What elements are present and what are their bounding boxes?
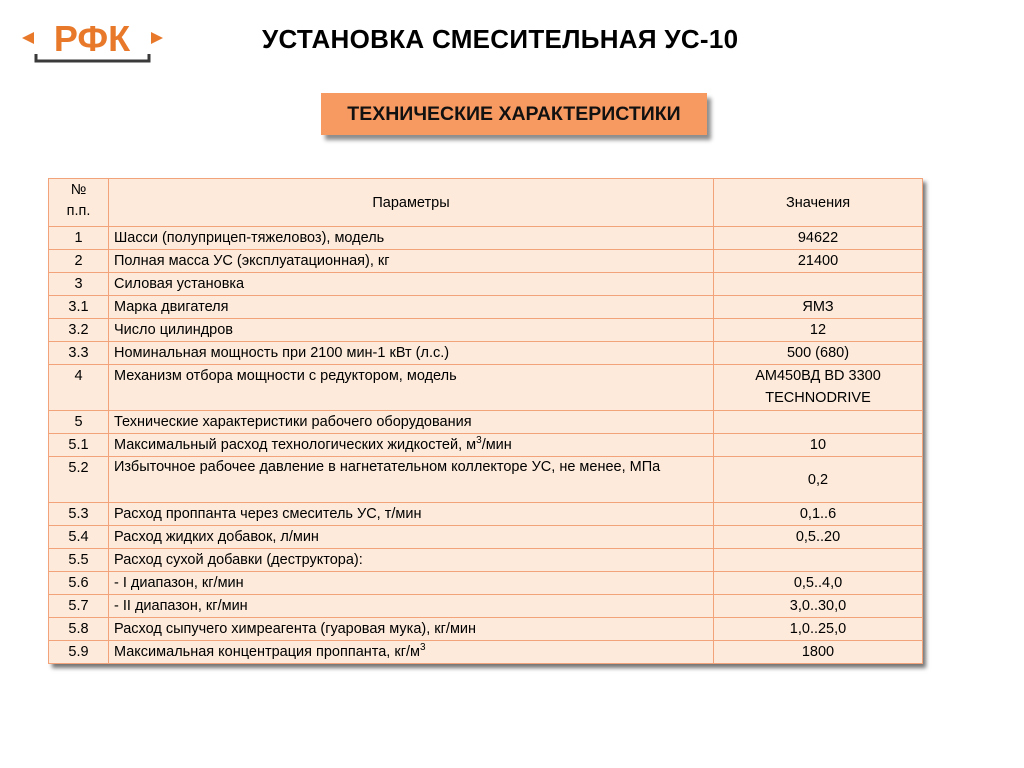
row-num: 1 xyxy=(49,227,109,250)
row-num: 5.5 xyxy=(49,549,109,572)
table-row xyxy=(49,273,923,296)
row-param: Максимальный расход технологических жидкостей, $м^3$/мин xyxy=(109,434,714,457)
row-param: Избыточное рабочее давление в нагнетательном коллекторе УС, не менее, МПа xyxy=(109,457,714,503)
row-num: 3.1 xyxy=(49,296,109,319)
table-row xyxy=(49,457,923,503)
row-num: 4 xyxy=(49,365,109,411)
header-num: № п.п. xyxy=(49,179,109,227)
table-row xyxy=(49,319,923,342)
table-row xyxy=(49,250,923,273)
row-value: АМ450ВД BD 3300 TECHNODRIVE xyxy=(714,365,923,411)
table-row xyxy=(49,572,923,595)
row-value: 1800 xyxy=(714,641,923,664)
row-num: 5.4 xyxy=(49,526,109,549)
row-num: 5.3 xyxy=(49,503,109,526)
row-num: 5.2 xyxy=(49,457,109,503)
table-row xyxy=(49,549,923,572)
table-row xyxy=(49,342,923,365)
table-row xyxy=(49,434,923,457)
row-param: Расход сыпучего химреагента (гуаровая мука), кг/мин xyxy=(109,618,714,641)
row-value xyxy=(714,411,923,434)
row-param: Технические характеристики рабочего оборудования xyxy=(109,411,714,434)
row-num: 5.7 xyxy=(49,595,109,618)
row-num: 5.9 xyxy=(49,641,109,664)
row-value: 0,5..4,0 xyxy=(714,572,923,595)
specs-table-container xyxy=(48,178,922,664)
table-row xyxy=(49,296,923,319)
row-param: Расход жидких добавок, л/мин xyxy=(109,526,714,549)
row-param: Марка двигателя xyxy=(109,296,714,319)
table-header-row xyxy=(49,179,923,227)
row-param: Расход сухой добавки (деструктора): xyxy=(109,549,714,572)
table-row xyxy=(49,526,923,549)
row-param: Механизм отбора мощности с редуктором, модель xyxy=(109,365,714,411)
specs-table xyxy=(48,178,923,664)
row-value: 1,0..25,0 xyxy=(714,618,923,641)
row-value: ЯМЗ xyxy=(714,296,923,319)
row-num: 2 xyxy=(49,250,109,273)
table-row xyxy=(49,503,923,526)
row-num: 5.6 xyxy=(49,572,109,595)
row-value: 12 xyxy=(714,319,923,342)
table-row xyxy=(49,618,923,641)
row-value xyxy=(714,549,923,572)
row-param: Полная масса УС (эксплуатационная), кг xyxy=(109,250,714,273)
row-value: 3,0..30,0 xyxy=(714,595,923,618)
row-param: - I диапазон, кг/мин xyxy=(109,572,714,595)
header-param: Параметры xyxy=(109,179,714,227)
table-row xyxy=(49,411,923,434)
table-row xyxy=(49,365,923,411)
row-param: - II диапазон, кг/мин xyxy=(109,595,714,618)
row-num: 3.2 xyxy=(49,319,109,342)
row-value: 10 xyxy=(714,434,923,457)
row-num: 5.8 xyxy=(49,618,109,641)
row-value: 21400 xyxy=(714,250,923,273)
row-num: 3 xyxy=(49,273,109,296)
row-param: Силовая установка xyxy=(109,273,714,296)
page-title: УСТАНОВКА СМЕСИТЕЛЬНАЯ УС-10 xyxy=(262,24,739,54)
row-num: 3.3 xyxy=(49,342,109,365)
row-param: Шасси (полуприцеп-тяжеловоз), модель xyxy=(109,227,714,250)
table-row xyxy=(49,641,923,664)
row-value: 0,5..20 xyxy=(714,526,923,549)
row-value: 94622 xyxy=(714,227,923,250)
table-row xyxy=(49,595,923,618)
row-value: 0,2 xyxy=(714,457,923,503)
section-badge: ТЕХНИЧЕСКИЕ ХАРАКТЕРИСТИКИ xyxy=(321,93,707,135)
row-value: 0,1..6 xyxy=(714,503,923,526)
row-param: Число цилиндров xyxy=(109,319,714,342)
company-logo xyxy=(22,18,167,66)
header-value: Значения xyxy=(714,179,923,227)
logo-text: РФК xyxy=(53,18,131,59)
row-num: 5.1 xyxy=(49,434,109,457)
row-param: Номинальная мощность при 2100 мин-1 кВт (л.с.) xyxy=(109,342,714,365)
row-param: Максимальная концентрация проппанта, $кг/м^3$ xyxy=(109,641,714,664)
row-num: 5 xyxy=(49,411,109,434)
row-value: 500 (680) xyxy=(714,342,923,365)
table-row xyxy=(49,227,923,250)
row-param: Расход проппанта через смеситель УС, т/мин xyxy=(109,503,714,526)
row-value xyxy=(714,273,923,296)
